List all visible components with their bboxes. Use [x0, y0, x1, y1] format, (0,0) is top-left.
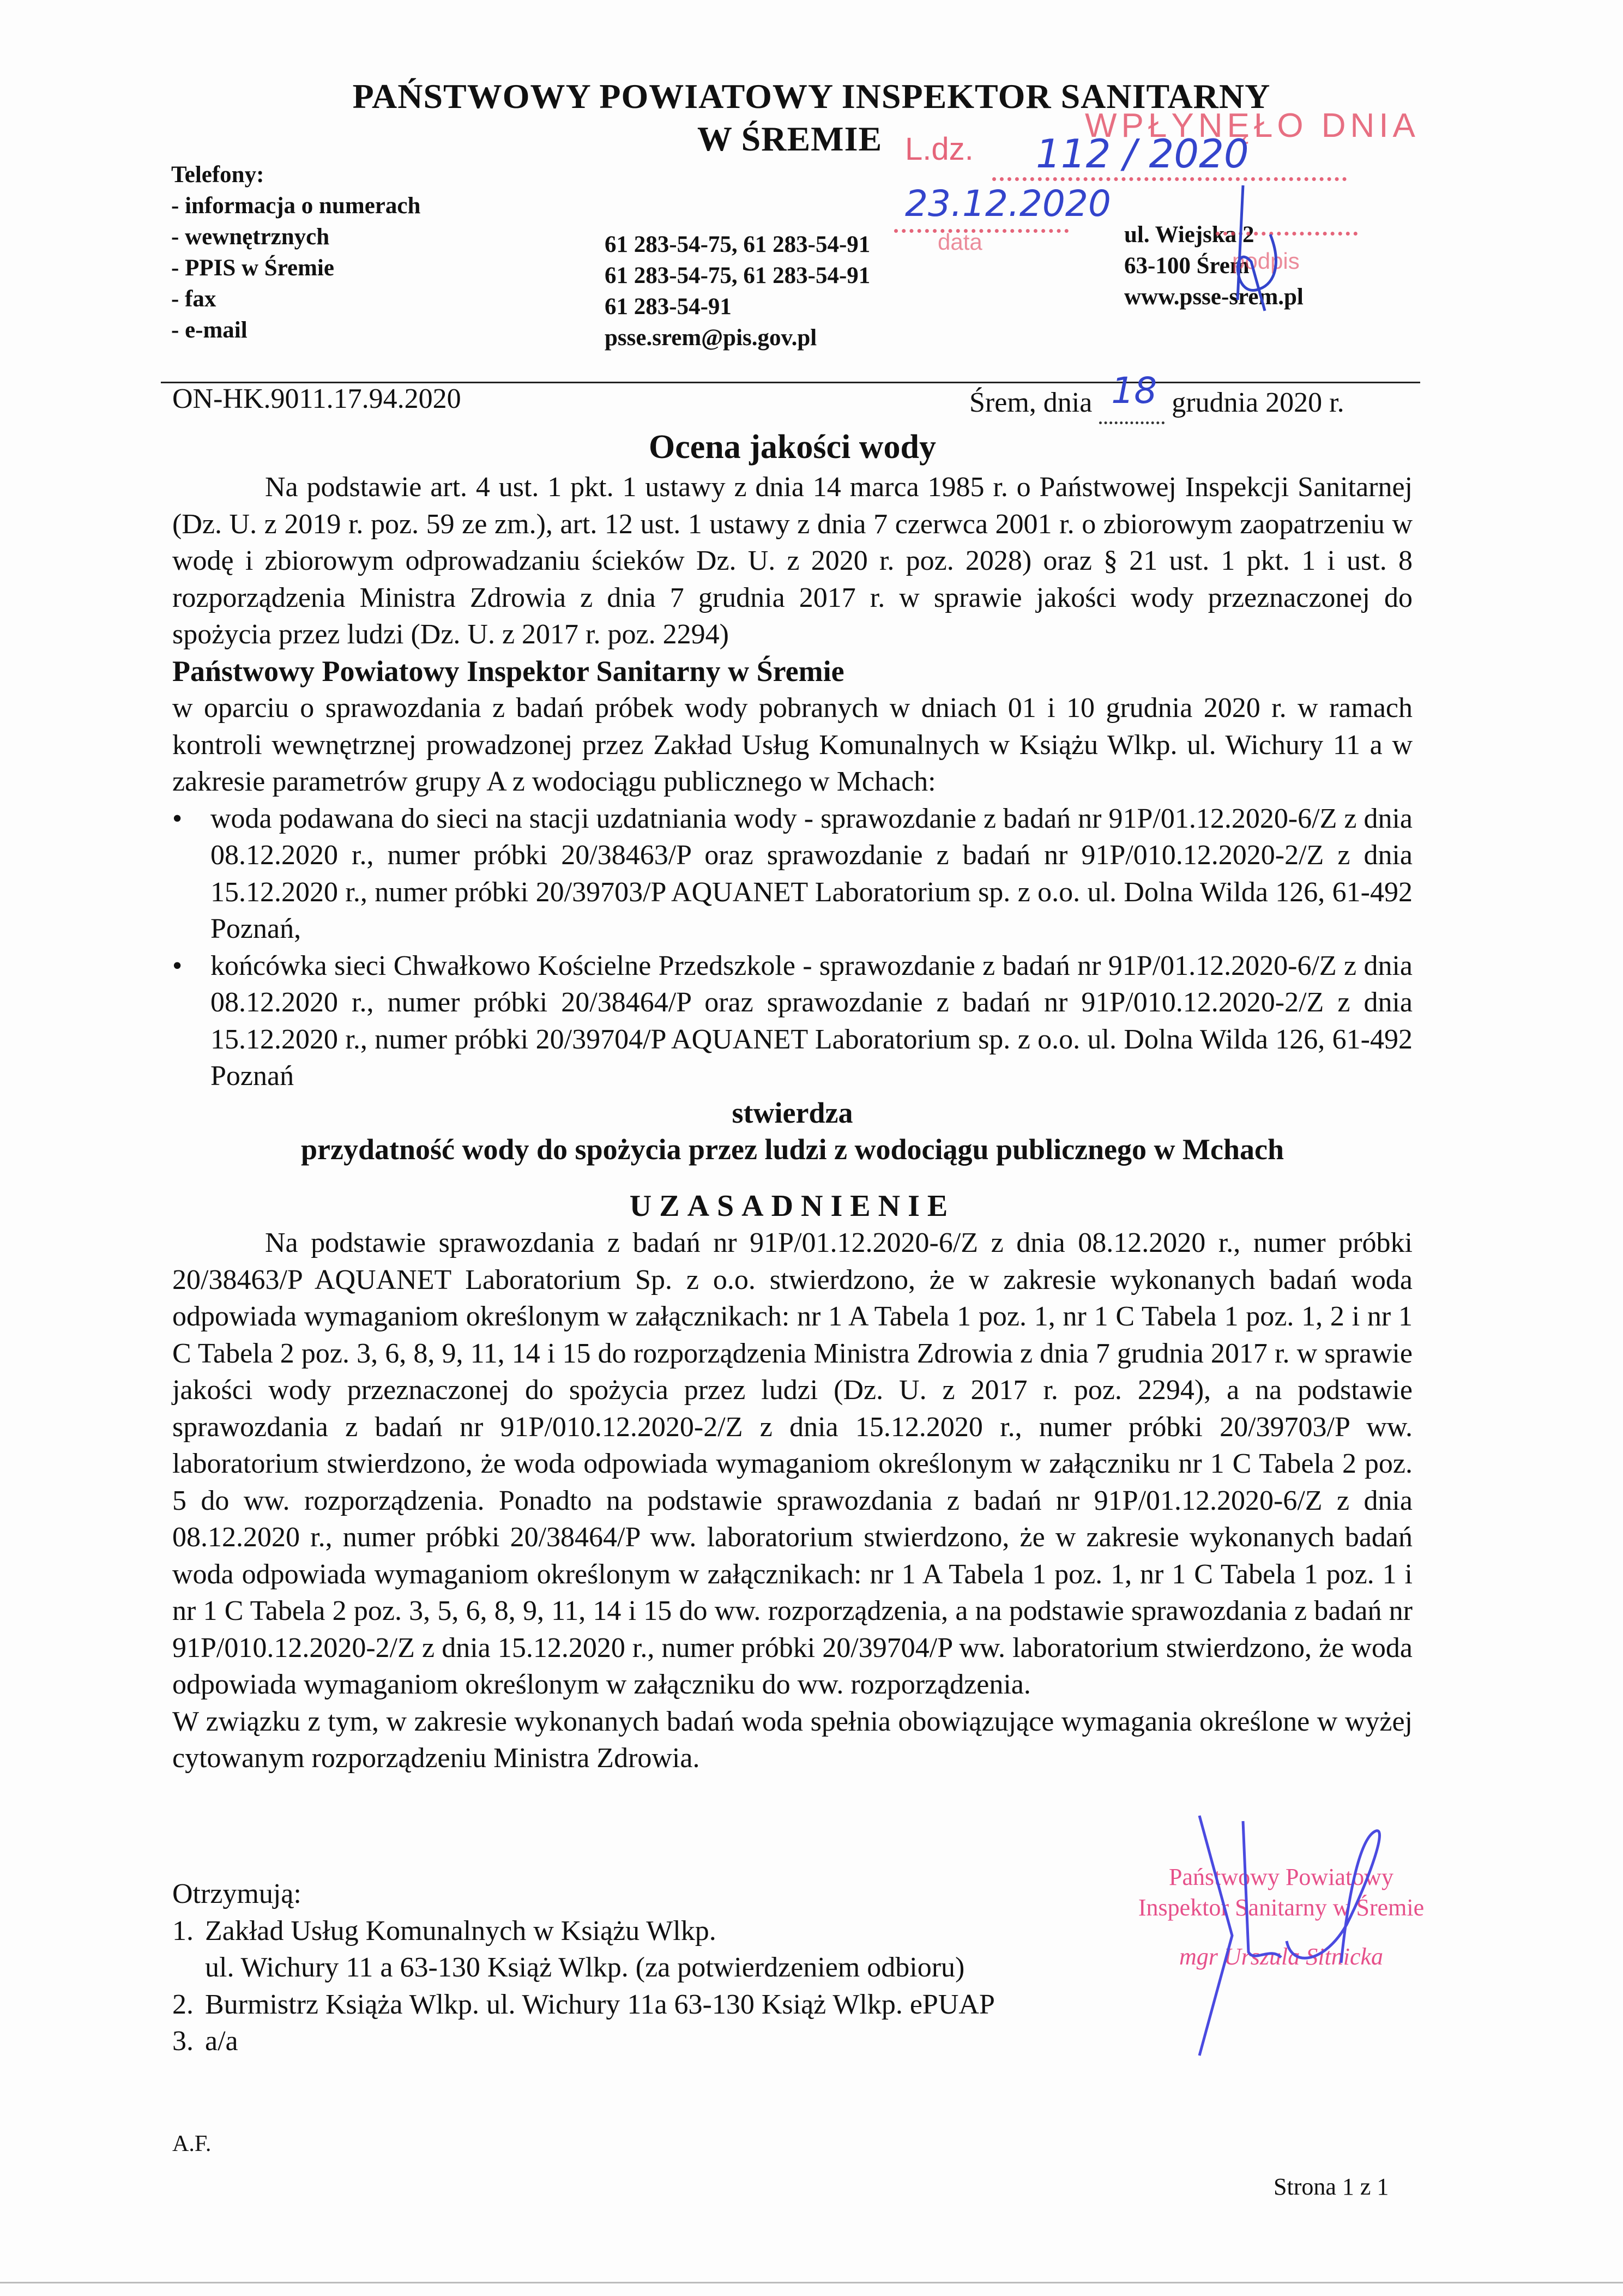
received-stamp-header: WPŁYNĘŁO DNIA	[1085, 107, 1420, 144]
place-date-prefix: Śrem, dnia	[969, 387, 1093, 418]
reference-number: ON-HK.9011.17.94.2020	[172, 383, 461, 414]
received-stamp-ldz-label: L.dz.	[905, 131, 974, 167]
place-date	[969, 370, 1344, 424]
office-title-line1: PAŃSTWOWY POWIATOWY INSPEKTOR SANITARNY	[352, 77, 1271, 116]
document-body	[172, 425, 1413, 1777]
address-city: 63-100 Śrem	[1124, 253, 1250, 279]
phones-label: Telefony:	[171, 162, 264, 188]
page-number: Strona 1 z 1	[1274, 2173, 1389, 2200]
address-street: ul. Wiejska 2	[1124, 222, 1254, 248]
intro-paragraph: w oparciu o sprawozdania z badań próbek wody pobranych w dniach 01 i 10 grudnia 2020 r. w ramach kontroli wewnętrznej prowadzonej przez Zakład Usług Komunalnych w Książu Wlkp. ul. Wichury 11 a w zakresie parametrów grupy A z wodociągu publicznego w Mchach:	[172, 692, 1413, 797]
signature-stamp-line2: Inspektor Sanitarny w Śremie	[1138, 1894, 1425, 1921]
email-link[interactable]: psse.srem@pis.gov.pl	[605, 325, 817, 351]
contact-values	[605, 229, 870, 353]
received-sign-label: podpis	[1232, 248, 1300, 274]
signature-stamp-line1: Państwowy Powiatowy	[1169, 1864, 1393, 1890]
justification-title: UZASADNIENIE	[629, 1189, 956, 1223]
received-ldz-value: 112 / 2020	[1036, 131, 1249, 177]
received-date-label: data	[938, 229, 982, 255]
signatory-name: mgr Urszula Sitnicka	[1179, 1943, 1383, 1970]
recipient-item: 1. Zakład Usług Komunalnych w Książu Wlkp. ul. Wichury 11 a 63-130 Książ Wlkp. (za potwierdzeniem odbioru)	[172, 1915, 965, 1983]
office-title-line2: W ŚREMIE	[697, 119, 883, 158]
document-title: Ocena jakości wody	[649, 429, 936, 466]
contact-value: 61 283-54-91	[605, 294, 732, 320]
handwritten-signature	[1161, 1799, 1390, 2061]
contact-label: - informacja o numerach	[171, 193, 421, 219]
received-initials-signature	[1199, 174, 1298, 316]
contact-label: - PPIS w Śremie	[171, 255, 334, 281]
contact-value: 61 283-54-75, 61 283-54-91	[605, 232, 871, 257]
verdict-verb: stwierdza	[732, 1096, 853, 1129]
place-date-suffix: grudnia 2020 r.	[1172, 387, 1344, 418]
verdict: przydatność wody do spożycia przez ludzi z wodociągu publicznego w Mchach	[301, 1133, 1284, 1166]
contact-label: - e-mail	[171, 317, 248, 343]
justification-paragraph: Na podstawie sprawozdania z badań nr 91P/01.12.2020-6/Z z dnia 08.12.2020 r., numer próbki 20/38463/P AQUANET Laboratorium Sp. z o.o. stwierdzono, że w zakresie wykonanych badań woda odpowiada wymaganiom określonym w załącznikach: nr 1 A Tabela 1 poz. 1, nr 1 C Tabela 1 poz. 1, 2 i nr 1 C Tabela 2 poz. 3, 6, 8, 9, 11, 14 i 15 do rozporządzenia Ministra Zdrowia z dnia 7 grudnia 2017 r. w sprawie jakości wody przeznaczonej do spożycia przez ludzi (Dz. U. z 2017 r. poz. 2294), a na podstawie sprawozdania z badań nr 91P/010.12.2020-2/Z z dnia 15.12.2020 r., numer próbki 20/39703/P ww. laboratorium stwierdzono, że woda odpowiada wymaganiom określonym w załączniku nr 1 C Tabela 2 poz. 5 do ww. rozporządzenia. Ponadto na podstawie sprawozdania z badań nr 91P/01.12.2020-6/Z z dnia 08.12.2020 r., numer próbki 20/38464/P ww. laboratorium stwierdzono, że w zakresie wykonanych badań woda odpowiada wymaganiom określonym w załącznikach: nr 1 A Tabela 1 poz. 1, nr 1 C Tabela 1 poz. 1 i nr 1 C Tabela 2 poz. 3, 5, 6, 8, 9, 11, 14 i 15 do ww. rozporządzenia, a na podstawie sprawozdania z badań nr 91P/010.12.2020-2/Z z dnia 15.12.2020 r., numer próbki 20/39704/P ww. laboratorium stwierdzono, że woda odpowiada wymaganiom określonym w załączniku do ww. rozporządzenia.	[172, 1227, 1413, 1700]
legal-basis-paragraph: Na podstawie art. 4 ust. 1 pkt. 1 ustawy z dnia 14 marca 1985 r. o Państwowej Inspekcji Sanitarnej (Dz. U. z 2019 r. poz. 59 ze zm.), art. 12 ust. 1 ustawy z dnia 7 czerwca 2001 r. o zbiorowym zaopatrzeniu w wodę i zbiorowym odprowadzaniu ścieków Dz. U. z 2020 r. poz. 2028) oraz § 21 ust. 1 pkt. 1 i ust. 8 rozporządzenia Ministra Zdrowia z dnia 7 grudnia 2017 r. w sprawie jakości wody przeznaczonej do spożycia przez ludzi (Dz. U. z 2017 r. poz. 2294)	[172, 472, 1413, 650]
conclusion-paragraph: W związku z tym, w zakresie wykonanych badań woda spełnia obowiązujące wymagania określone w wyżej cytowanym rozporządzeniu Ministra Zdrowia.	[172, 1706, 1413, 1774]
recipients-label: Otrzymują:	[172, 1878, 301, 1909]
contact-label: - wewnętrznych	[171, 224, 330, 250]
recipient-item: 3. a/a	[172, 2026, 238, 2057]
scan-edge-line	[0, 2282, 1623, 2283]
website-link[interactable]: www.psse-srem.pl	[1124, 284, 1304, 310]
contact-labels	[171, 159, 420, 346]
sample-point-item: • woda podawana do sieci na stacji uzdatniania wody - sprawozdanie z badań nr 91P/01.12.2020-6/Z z dnia 08.12.2020 r., numer próbki 20/38463/P oraz sprawozdanie z badań nr 91P/010.12.2020-2/Z z dnia 15.12.2020 r., numer próbki 20/39703/P AQUANET Laboratorium sp. z o.o. ul. Dolna Wilda 126, 61-492 Poznań,	[172, 800, 1413, 948]
contact-value: 61 283-54-75, 61 283-54-91	[605, 263, 871, 288]
sample-point-item: • końcówka sieci Chwałkowo Kościelne Przedszkole - sprawozdanie z badań nr 91P/01.12.2020-6/Z z dnia 08.12.2020 r., numer próbki 20/38464/P oraz sprawozdanie z badań nr 91P/010.12.2020-2/Z z dnia 15.12.2020 r., numer próbki 20/39704/P AQUANET Laboratorium sp. z o.o. ul. Dolna Wilda 126, 61-492 Poznań	[172, 948, 1413, 1095]
date-day: 18	[1111, 370, 1157, 412]
contact-label: - fax	[171, 286, 216, 312]
received-date-value: 23.12.2020	[905, 183, 1111, 225]
author-initials: A.F.	[172, 2131, 212, 2156]
recipient-item: 2. Burmistrz Książa Wlkp. ul. Wichury 11a 63-130 Książ Wlkp. ePUAP	[172, 1988, 995, 2020]
recipients-section	[172, 1876, 995, 2060]
issuing-authority: Państwowy Powiatowy Inspektor Sanitarny w Śremie	[172, 654, 844, 688]
